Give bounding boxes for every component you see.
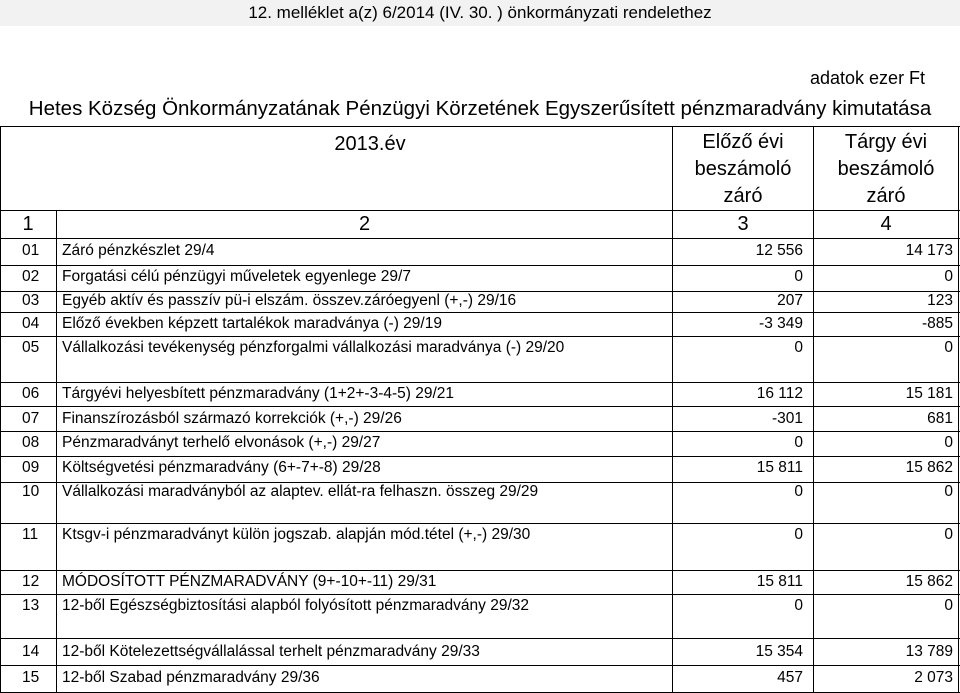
prev-year-header-line1: Előző évi xyxy=(702,131,784,153)
row-description: Finanszírozásból származó korrekciók (+,-) 29/26 xyxy=(62,410,402,427)
row-current-value: 0 xyxy=(944,597,953,614)
row-current-value: 14 173 xyxy=(905,242,953,259)
row-prev-value: 15 354 xyxy=(755,643,803,660)
units-note: adatok ezer Ft xyxy=(810,68,926,88)
row-prev-value: 0 xyxy=(794,434,803,451)
current-year-header-line3: záró xyxy=(866,185,906,207)
row-description: Pénzmaradványt terhelő elvonások (+,-) 29/27 xyxy=(62,434,381,451)
row-code: 11 xyxy=(22,526,39,543)
page-title: Hetes Község Önkormányzatának Pénzügyi Körzetének Egyszerűsített pénzmaradvány kimutatása xyxy=(28,97,932,120)
row-description: Vállalkozási tevékenység pénzforgalmi vállalkozási maradványa (-) 29/20 xyxy=(62,339,565,356)
current-year-header-line2: beszámoló xyxy=(837,158,935,180)
row-current-value: 15 181 xyxy=(905,385,953,402)
row-prev-value: -3 349 xyxy=(759,315,803,332)
row-current-value: 15 862 xyxy=(905,573,953,590)
row-code: 05 xyxy=(22,339,40,356)
row-current-value: -885 xyxy=(921,315,953,332)
year-header: 2013.év xyxy=(334,133,406,155)
row-code: 04 xyxy=(22,315,40,332)
row-prev-value: -301 xyxy=(771,410,803,427)
row-code: 07 xyxy=(22,410,40,427)
row-description: Záró pénzkészlet 29/4 xyxy=(62,242,215,259)
row-current-value: 0 xyxy=(944,339,953,356)
row-code: 12 xyxy=(22,573,40,590)
row-current-value: 0 xyxy=(944,483,953,500)
row-prev-value: 15 811 xyxy=(756,573,803,590)
row-description: Forgatási célú pénzügyi műveletek egyenlege 29/7 xyxy=(62,268,411,285)
row-description: 12-ből Szabad pénzmaradvány 29/36 xyxy=(62,669,320,686)
row-description: Előző években képzett tartalékok maradványa (-) 29/19 xyxy=(62,315,442,332)
row-description: Tárgyévi helyesbített pénzmaradvány (1+2+-3-4-5) 29/21 xyxy=(62,385,455,402)
row-code: 13 xyxy=(22,597,40,614)
row-code: 09 xyxy=(22,459,40,476)
row-current-value: 681 xyxy=(927,410,953,427)
row-prev-value: 0 xyxy=(794,339,803,356)
row-prev-value: 457 xyxy=(777,669,803,686)
current-year-header-line1: Tárgy évi xyxy=(844,131,928,153)
column-number-1: 1 xyxy=(22,213,34,235)
row-code: 01 xyxy=(22,242,40,259)
row-prev-value: 0 xyxy=(794,597,803,614)
row-code: 08 xyxy=(22,434,40,451)
row-code: 10 xyxy=(22,483,40,500)
prev-year-header-line2: beszámoló xyxy=(694,158,792,180)
row-current-value: 13 789 xyxy=(905,643,953,660)
row-code: 06 xyxy=(22,385,40,402)
row-prev-value: 15 811 xyxy=(756,459,803,476)
row-current-value: 15 862 xyxy=(905,459,953,476)
row-code: 14 xyxy=(22,643,40,660)
row-description: MÓDOSÍTOTT PÉNZMARADVÁNY (9+-10+-11) 29/31 xyxy=(62,573,437,590)
row-prev-value: 0 xyxy=(794,268,803,285)
row-description: Egyéb aktív és passzív pü-i elszám. összev.záróegyenl (+,-) 29/16 xyxy=(62,292,517,309)
row-current-value: 2 073 xyxy=(914,669,953,686)
row-prev-value: 16 112 xyxy=(756,385,803,402)
row-description: 12-ből Kötelezettségvállalással terhelt pénzmaradvány 29/33 xyxy=(62,643,480,660)
row-current-value: 123 xyxy=(927,292,953,309)
row-code: 03 xyxy=(22,292,40,309)
row-prev-value: 12 556 xyxy=(755,242,803,259)
remainder-table xyxy=(0,126,960,693)
row-code: 15 xyxy=(22,669,40,686)
row-description: Vállalkozási maradványból az alaptev. ellát-ra felhaszn. összeg 29/29 xyxy=(62,483,539,500)
column-number-4: 4 xyxy=(880,213,892,235)
row-description: Költségvetési pénzmaradvány (6+-7+-8) 29/28 xyxy=(62,459,381,476)
row-description: Ktsgv-i pénzmaradványt külön jogszab. alapján mód.tétel (+,-) 29/30 xyxy=(62,526,531,543)
row-description: 12-ből Egészségbiztosítási alapból folyósított pénzmaradvány 29/32 xyxy=(62,597,530,614)
column-number-2: 2 xyxy=(358,213,371,235)
row-code: 02 xyxy=(22,268,40,285)
column-number-3: 3 xyxy=(737,213,749,235)
row-prev-value: 0 xyxy=(794,483,803,500)
row-current-value: 0 xyxy=(944,268,953,285)
prev-year-header-line3: záró xyxy=(723,185,763,207)
row-current-value: 0 xyxy=(944,526,953,543)
row-current-value: 0 xyxy=(944,434,953,451)
row-prev-value: 0 xyxy=(794,526,803,543)
decree-reference: 12. melléklet a(z) 6/2014 (IV. 30. ) önkormányzati rendelethez xyxy=(0,0,960,26)
row-prev-value: 207 xyxy=(777,292,803,309)
